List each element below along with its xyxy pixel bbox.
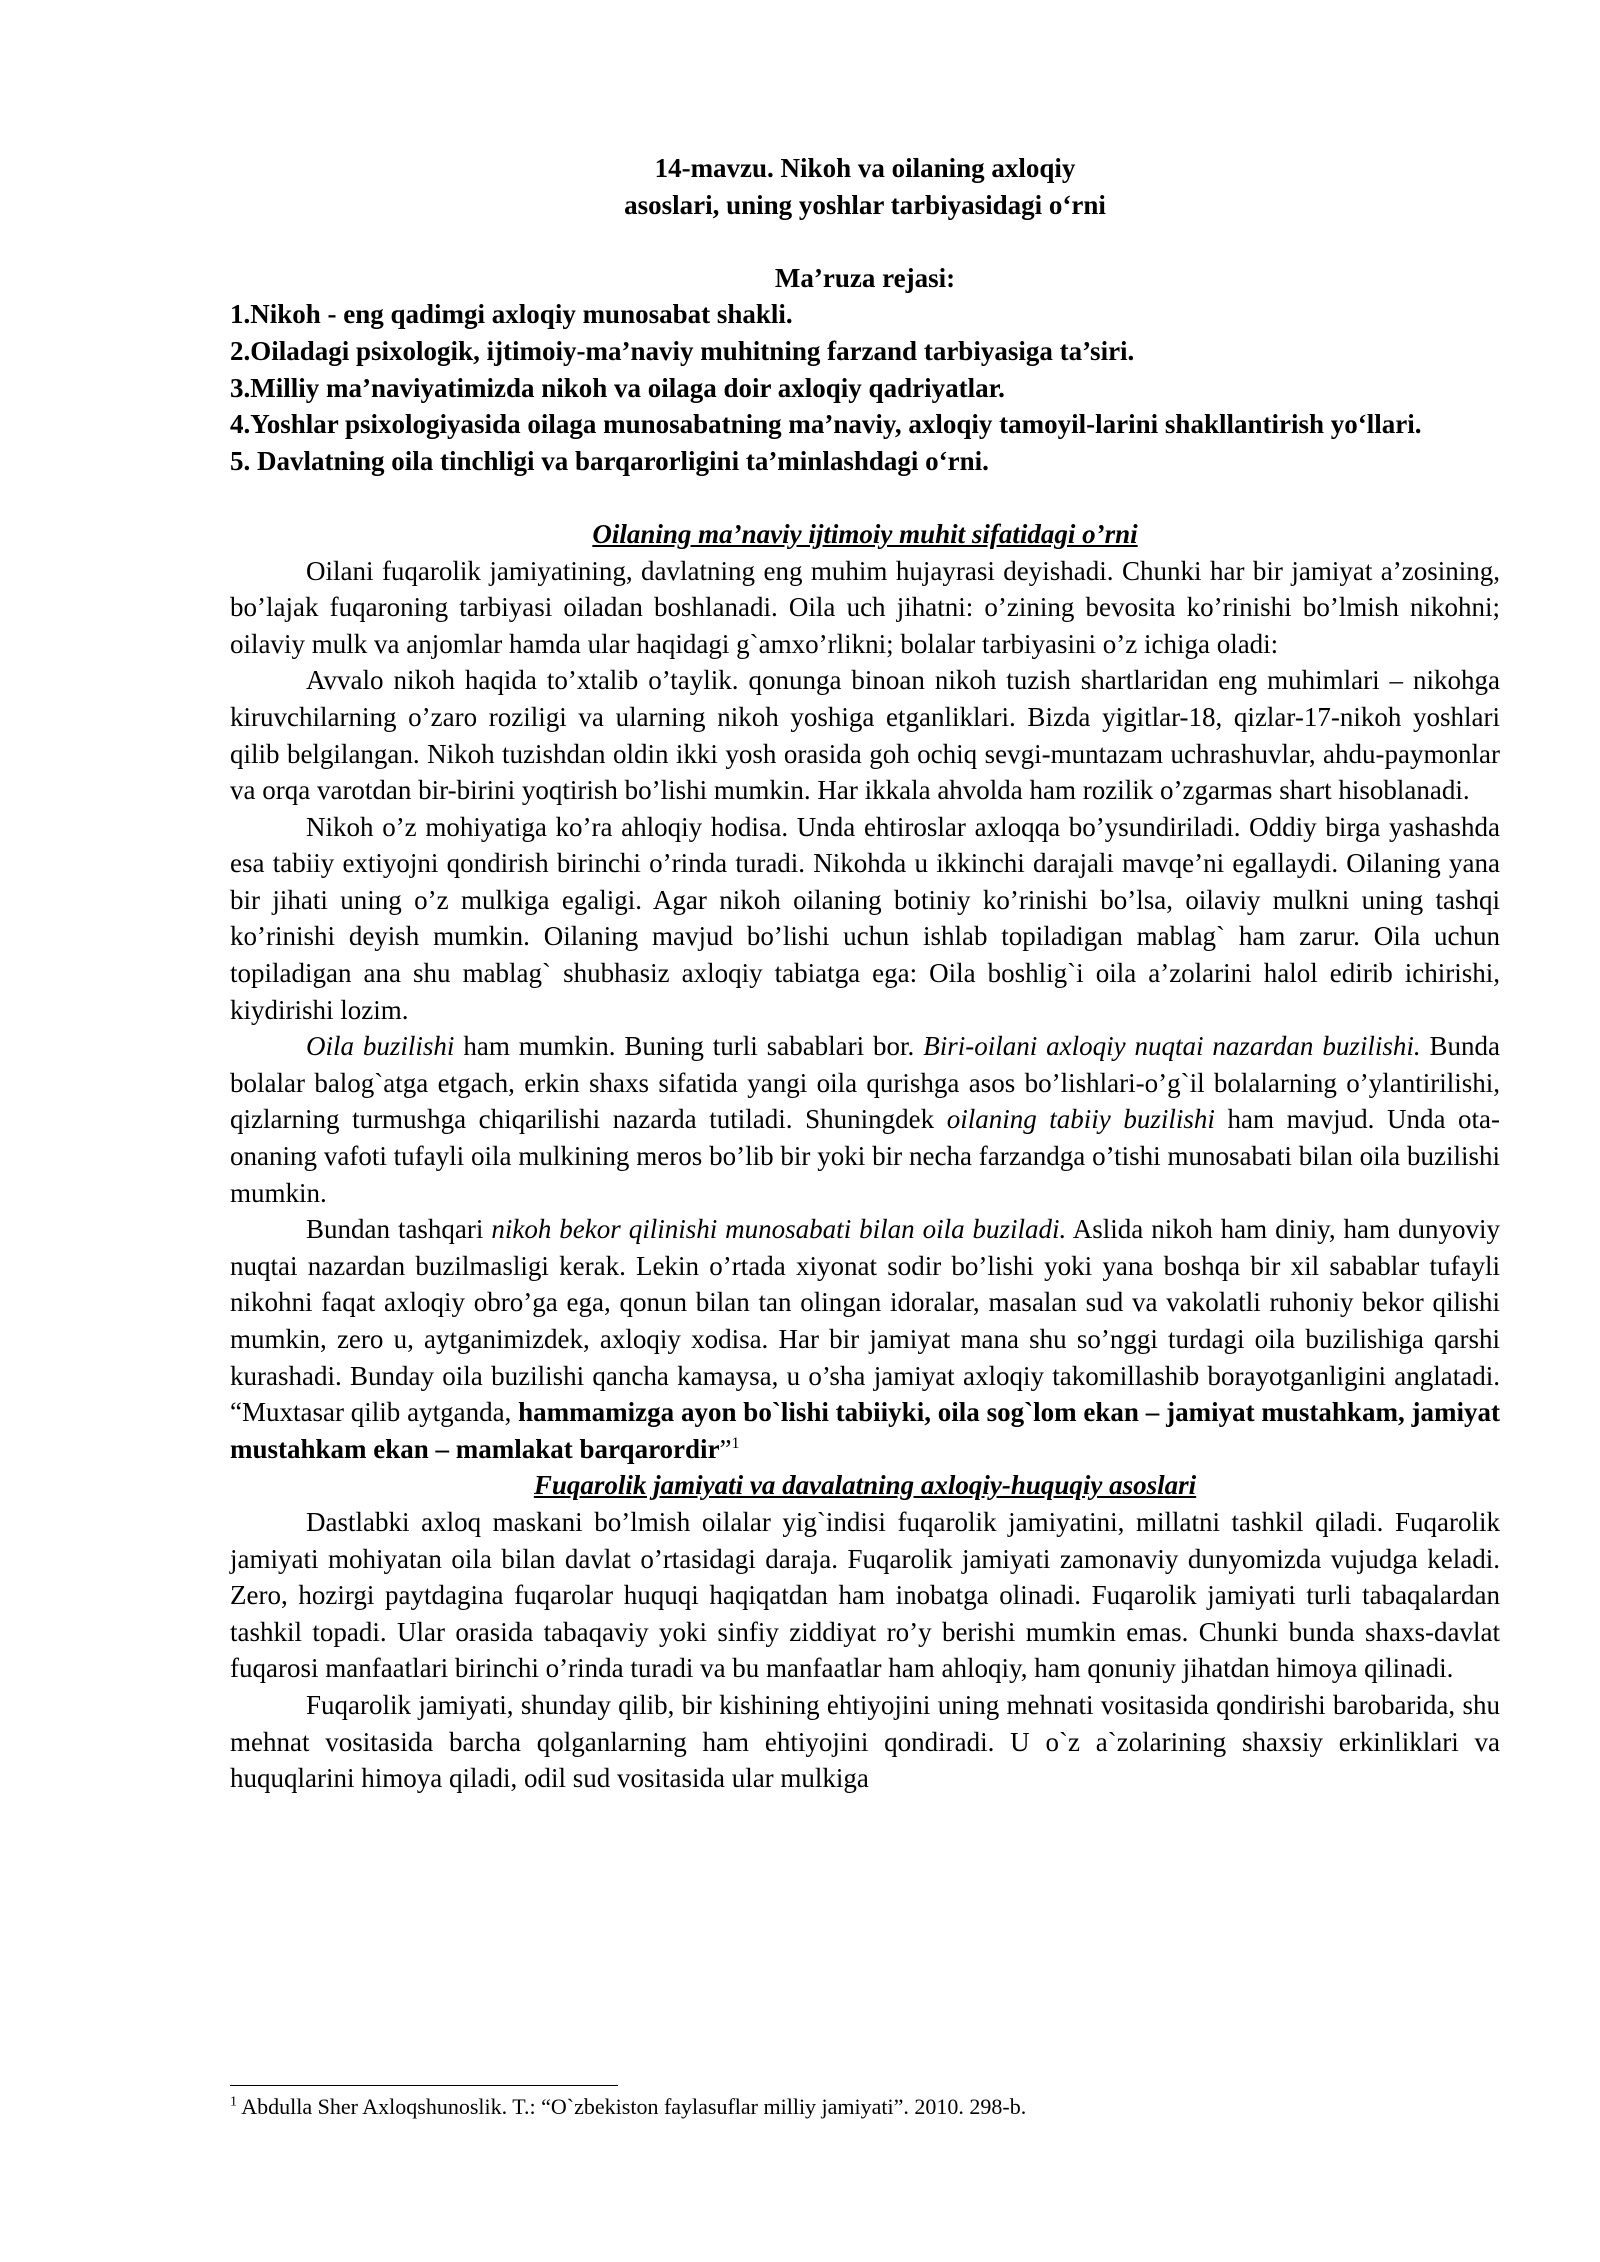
text-run: Bunda bolalar balog`atga etgach, erkin shaxs sifatida yangi oila qurishga asos bo’lishlari-o’g`il bolalarning o’ylantirilishi, qizlarning turmushga chiqarilishi nazarda tutiladi. Shuningdek (230, 1031, 1500, 1135)
paragraph (230, 1211, 1500, 1467)
plan-heading: Ma’ruza rejasi: (774, 262, 956, 293)
paragraph: Oilani fuqarolik jamiyatining, davlatning eng muhim hujayrasi deyishadi. Chunki har bir jamiyat a’zosining, bo’lajak fuqaroning tarbiyasi oiladan boshlanadi. Oila uch jihatni: o’zining bevosita ko’rinishi bo’lmish nikohni; oilaviy mulk va anjomlar hamda ular haqidagi g`amxo’rlikni; bolalar tarbiyasini o’z ichiga oladi: (230, 555, 1500, 659)
bold-quote: hammamizga ayon bo`lishi tabiiyki, oila sog`lom ekan – jamiyat mustahkam, jamiyat mustahkam ekan – mamlakat barqarordir (230, 1397, 1500, 1464)
paragraph: Avvalo nikoh haqida to’xtalib o’taylik. qonunga binoan nikoh tuzish shartlaridan eng muhimlari – nikohga kiruvchilarning o’zaro roziligi va ularning nikoh yoshiga etganliklari. Bizda yigitlar-18, qizlar-17-nikoh yoshlari qilib belgilangan. Nikoh tuzishdan oldin ikki yosh orasida goh ochiq sevgi-muntazam uchrashuvlar, ahdu-paymonlar va orqa varotdan bir-birini yoqtirish bo’lishi mumkin. Har ikkala ahvolda ham rozilik o’zgarmas shart hisoblanadi. (230, 665, 1500, 806)
plan-item-2: 2.Oiladagi psixologik, ijtimoiy-ma’naviy muhitning farzand tarbiyasiga ta’siri. (230, 335, 1135, 366)
plan-item-5: 5. Davlatning oila tinchligi va barqarorligini ta’minlashdagi o‘rni. (230, 445, 989, 476)
footnote (230, 2092, 1500, 2122)
footnote-text: Abdulla Sher Axloqshunoslik. T.: “O`zbekiston faylasuflar milliy jamiyati”. 2010. 298-b. (237, 2094, 1027, 2119)
paragraph: Fuqarolik jamiyati, shunday qilib, bir kishining ehtiyojini uning mehnati vositasida qondirishi barobarida, shu mehnat vositasida barcha qolganlarning ham ehtiyojini qondiradi. U o`z a`zolarining shaxsiy erkinliklari va huquqlarini himoya qiladi, odil sud vositasida ular mulkiga (230, 1689, 1500, 1794)
document-title-line-2: asoslari, uning yoshlar tarbiyasidagi o‘rni (624, 189, 1106, 220)
plan-item-3: 3.Milliy ma’naviyatimizda nikoh va oilaga doir axloqiy qadriyatlar. (230, 372, 1005, 403)
document-title-line-1: 14-mavzu. Nikoh va oilaning axloqiy (654, 153, 1076, 183)
spacer (230, 479, 1500, 516)
paragraph: Dastlabki axloq maskani bo’lmish oilalar yig`indisi fuqarolik jamiyatini, millatni tashkil qiladi. Fuqarolik jamiyati mohiyatan oila bilan davlat o’rtasidagi daraja. Fuqarolik jamiyati zamonaviy dunyomizda vujudga keladi. Zero, hozirgi paytdagina fuqarolar huquqi haqiqatdan ham inobatga olinadi. Fuqarolik jamiyati turli tabaqalardan tashkil topadi. Ular orasida tabaqaviy yoki sinfiy ziddiyat ro’y berishi mumkin emas. Chunki bunda shaxs-davlat fuqarosi manfaatlari birinchi o’rinda turadi va bu manfaatlar ham ahloqiy, ham qonuniy jihatdan himoya qilinadi. (230, 1506, 1500, 1684)
document-page (230, 150, 1500, 1797)
text-run: Bundan tashqari (306, 1214, 492, 1245)
italic-term: oilaning tabiiy buzilishi (946, 1104, 1215, 1135)
plan-item-1: 1.Nikoh - eng qadimgi axloqiy munosabat shakli. (230, 299, 793, 330)
italic-term: nikoh bekor qilinishi munosabati bilan oila buziladi. (491, 1214, 1067, 1245)
footnote-reference: 1 (731, 1434, 740, 1452)
spacer (230, 223, 1500, 260)
italic-term: Biri-oilani axloqiy nuqtai nazardan buzilishi. (923, 1031, 1421, 1062)
italic-term: Oila buzilishi (306, 1031, 455, 1062)
text-run: ” (719, 1433, 732, 1464)
text-run: ham mumkin. Buning turli sabablari bor. (454, 1031, 924, 1062)
paragraph (230, 1028, 1500, 1211)
text-run: Aslida nikoh ham diniy, ham dunyoviy nuqtai nazardan buzilmasligi kerak. Lekin o’rtada xiyonat sodir bo’lishi yoki yana boshqa bir xil sabablar tufayli nikohni faqat axloqiy obro’ga ega, qonun bilan tan olingan idoralar, masalan sud va vakolatli ruhoniy bekor qilishi mumkin, zero u, aytganimizdek, axloqiy xodisa. Har bir jamiyat mana shu so’nggi turdagi oila buzilishiga qarshi kurashadi. Bunday oila buzilishi qancha kamaysa, u o’sha jamiyat axloqiy takomillashib borayotganligini anglatadi. “Muxtasar qilib aytganda, (230, 1214, 1500, 1428)
section-heading-family: Oilaning ma’naviy ijtimoiy muhit sifatidagi o’rni (592, 518, 1138, 549)
text-run: ham mavjud. Unda ota-onaning vafoti tufayli oila mulkining meros bo’lib bir yoki bir necha farzandga o’tishi munosabati bilan oila buzilishi mumkin. (230, 1104, 1501, 1208)
plan-item-4: 4.Yoshlar psixologiyasida oilaga munosabatning ma’naviy, axloqiy tamoyil-larini shakllantirish yo‘llari. (230, 409, 1422, 440)
footnote-separator (230, 2085, 618, 2086)
footnote-number: 1 (230, 2094, 237, 2110)
section-heading-civil-society: Fuqarolik jamiyati va davalatning axloqiy-huquqiy asoslari (533, 1470, 1197, 1501)
paragraph: Nikoh o’z mohiyatiga ko’ra ahloqiy hodisa. Unda ehtiroslar axloqqa bo’ysundiriladi. Oddiy birga yashashda esa tabiiy extiyojni qondirish birinchi o’rinda turadi. Nikohda u ikkinchi darajali mavqe’ni egallaydi. Oilaning yana bir jihati uning o’z mulkiga egaligi. Agar nikoh oilaning botiniy ko’rinishi bo’lsa, oilaviy mulkni uning tashqi ko’rinishi deyish mumkin. Oilaning mavjud bo’lishi uchun ishlab topiladigan mablag` ham zarur. Oila uchun topiladigan ana shu mablag` shubhasiz axloqiy tabiatga ega: Oila boshlig`i oila a’zolarini halol edirib ichirishi, kiydirishi lozim. (230, 811, 1500, 1025)
